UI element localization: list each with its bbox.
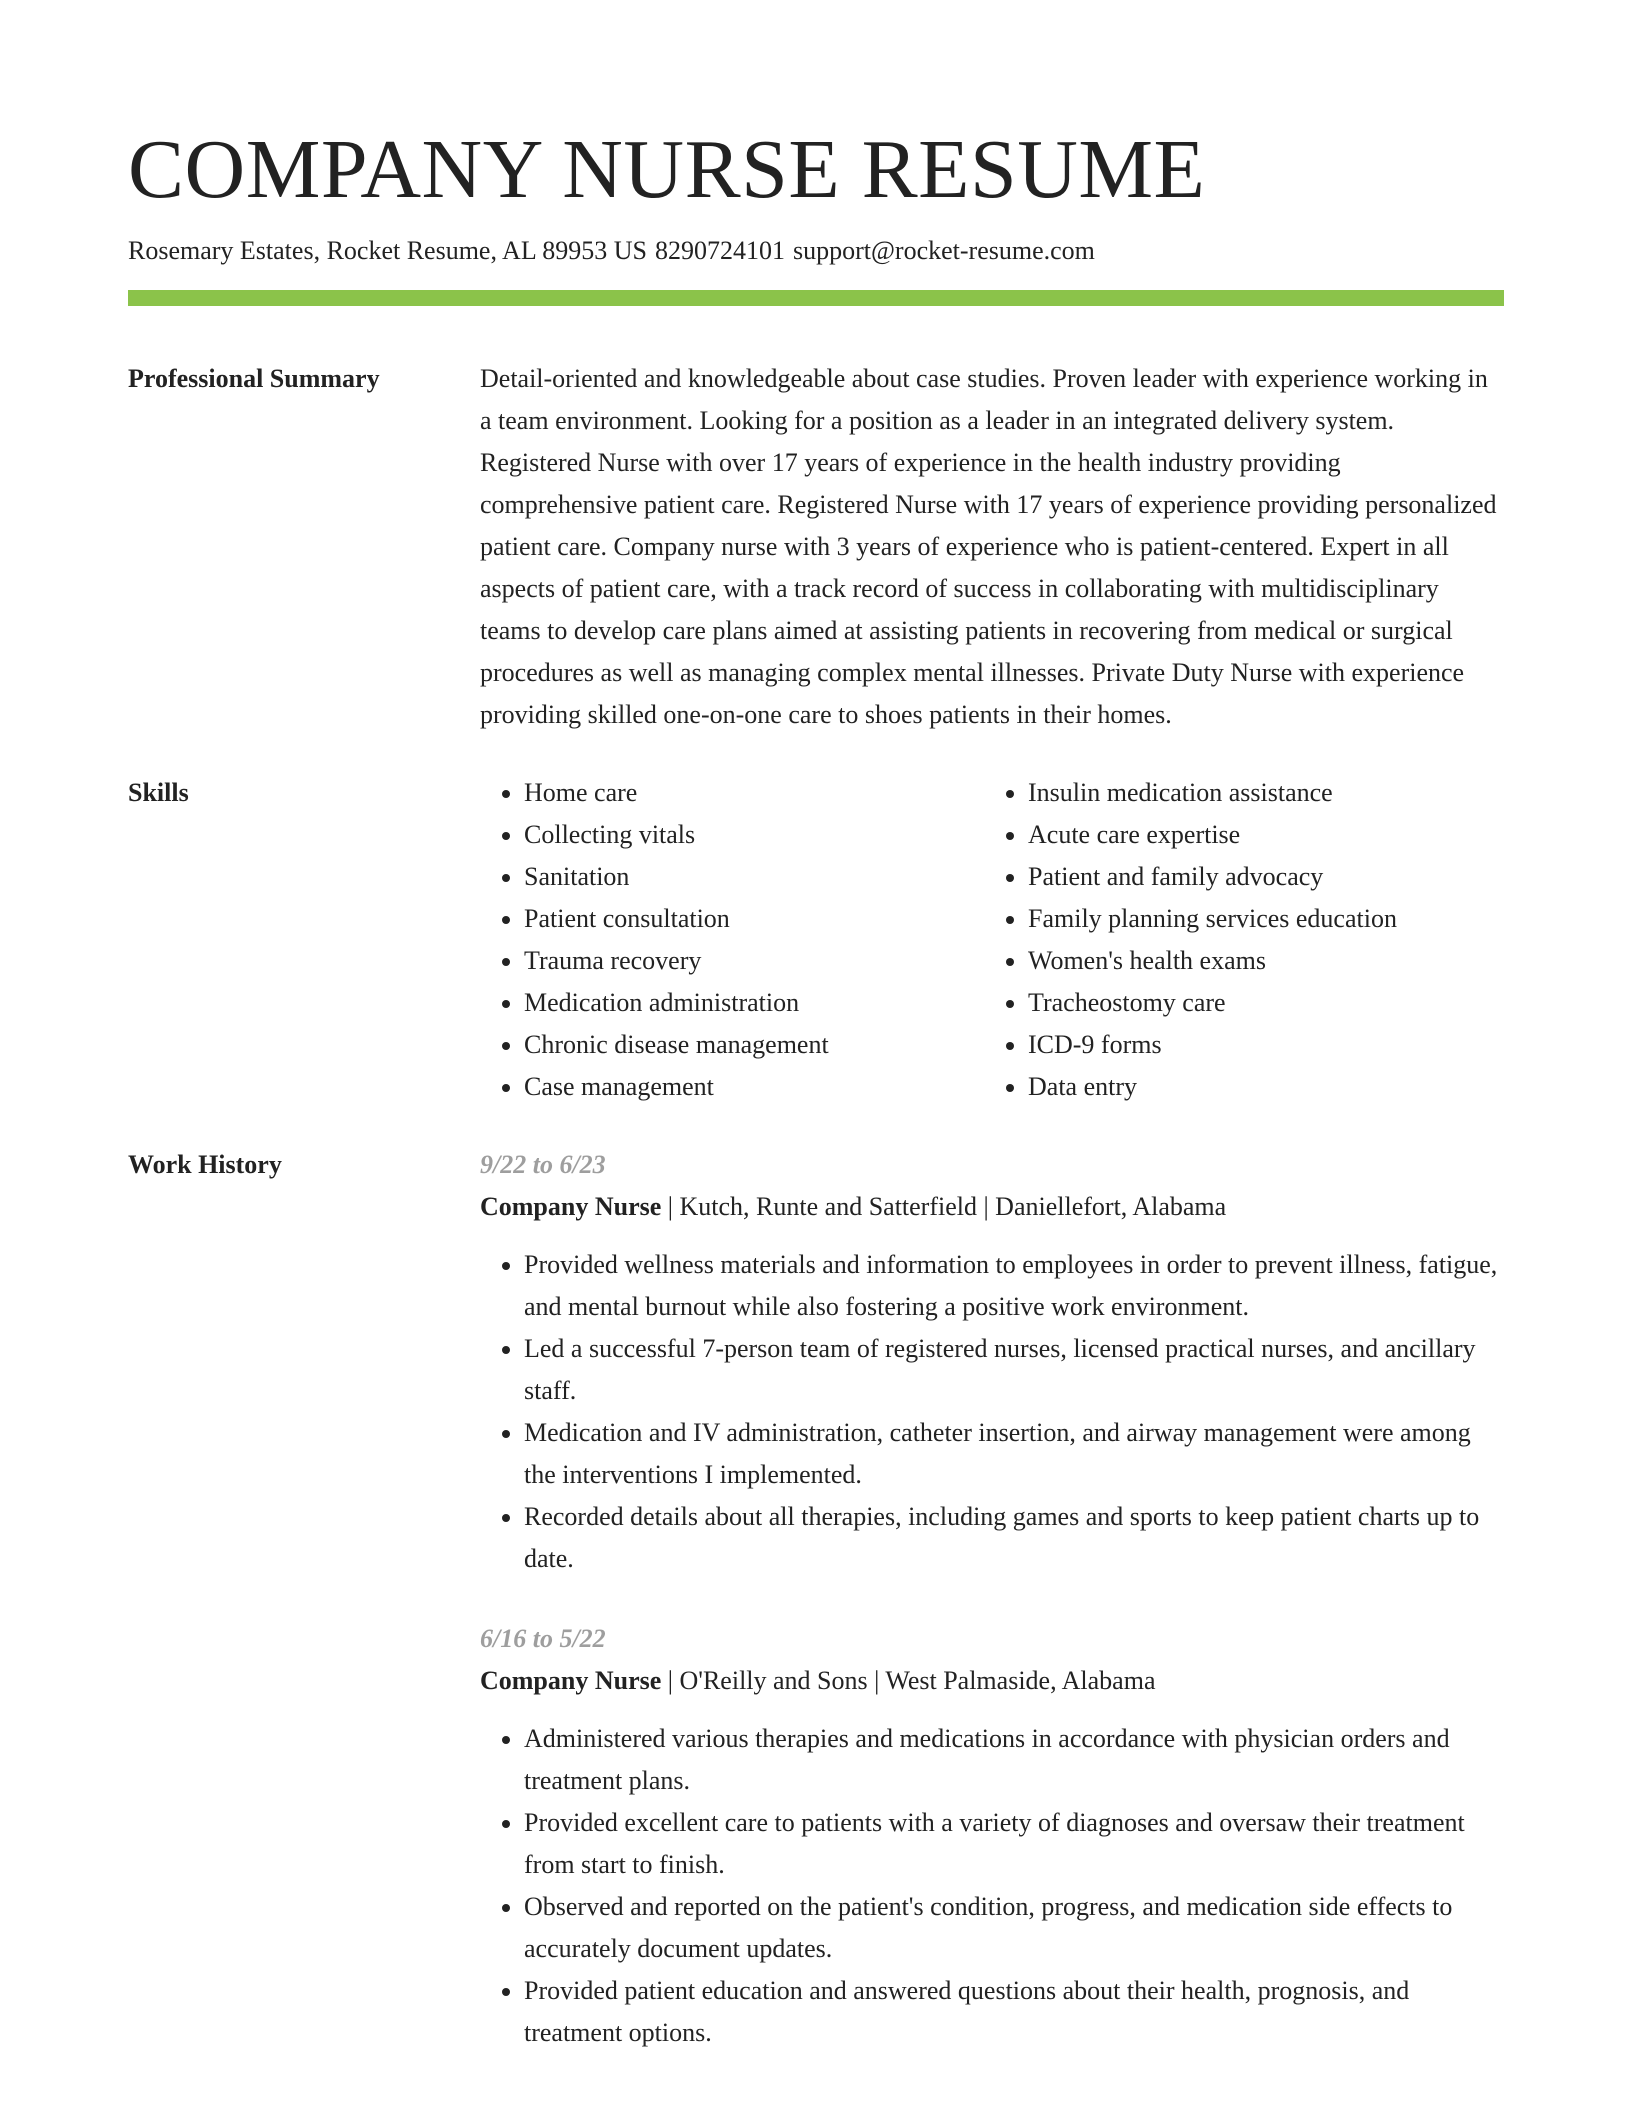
skills-section: [128, 772, 1504, 1108]
skill-item: • Insulin medication assistance: [1028, 772, 1488, 814]
job-employer-location: | Kutch, Runte and Satterfield | Daniellefort, Alabama: [661, 1192, 1227, 1221]
skill-item: • ICD-9 forms: [1028, 1024, 1488, 1066]
job-dates: 6/16 to 5/22: [480, 1624, 606, 1653]
job-bullet: • Administered various therapies and medications in accordance with physician orders and treatment plans.: [524, 1718, 1504, 1802]
summary-heading: Professional Summary: [128, 364, 380, 393]
job-title-line: [480, 1660, 1504, 1702]
skill-item: • Trauma recovery: [524, 940, 984, 982]
skill-item: • Sanitation: [524, 856, 984, 898]
summary-section: [128, 358, 1504, 736]
contact-email: support@rocket-resume.com: [792, 236, 1095, 265]
job-bullets: [480, 1718, 1504, 2054]
skill-item: • Patient consultation: [524, 898, 984, 940]
job-bullet: • Provided patient education and answered questions about their health, prognosis, and treatment options.: [524, 1970, 1504, 2054]
job-bullet: • Provided wellness materials and information to employees in order to prevent illness, fatigue, and mental burnout while also fostering a positive work environment.: [524, 1244, 1504, 1328]
job-bullets: [480, 1244, 1504, 1580]
job-bullet: • Provided excellent care to patients with a variety of diagnoses and oversaw their treatment from start to finish.: [524, 1802, 1504, 1886]
skill-item: • Acute care expertise: [1028, 814, 1488, 856]
job-employer-location: | O'Reilly and Sons | West Palmaside, Alabama: [661, 1666, 1156, 1695]
skill-item: • Patient and family advocacy: [1028, 856, 1488, 898]
skill-item: • Case management: [524, 1066, 984, 1108]
job-role: Company Nurse: [480, 1192, 662, 1221]
skill-item: • Chronic disease management: [524, 1024, 984, 1066]
job-bullet: • Observed and reported on the patient's condition, progress, and medication side effects to accurately document updates.: [524, 1886, 1504, 1970]
job-bullet: • Led a successful 7-person team of registered nurses, licensed practical nurses, and ancillary staff.: [524, 1328, 1504, 1412]
header-divider: [128, 290, 1504, 306]
job-title-line: [480, 1186, 1504, 1228]
job-role: Company Nurse: [480, 1666, 662, 1695]
skills-list-right: [984, 772, 1488, 1108]
summary-text: Detail-oriented and knowledgeable about case studies. Proven leader with experience working in a team environment. Looking for a position as a leader in an integrated delivery system. Registered Nurse with over 17 years of experience in the health industry providing comprehensive patient care. Registered Nurse with 17 years of experience providing personalized patient care. Company nurse with 3 years of experience who is patient-centered. Expert in all aspects of patient care, with a track record of success in collaborating with multidisciplinary teams to develop care plans aimed at assisting patients in recovering from medical or surgical procedures as well as managing complex mental illnesses. Private Duty Nurse with experience providing skilled one-on-one care to shoes patients in their homes.: [480, 364, 1497, 729]
job-bullet: • Recorded details about all therapies, including games and sports to keep patient charts up to date.: [524, 1496, 1504, 1580]
skills-list-left: [480, 772, 984, 1108]
skill-item: • Tracheostomy care: [1028, 982, 1488, 1024]
work-history-section: [128, 1144, 1504, 2092]
contact-line: [128, 234, 1504, 268]
contact-phone: 8290724101: [654, 236, 785, 265]
skill-item: • Medication administration: [524, 982, 984, 1024]
skill-item: • Data entry: [1028, 1066, 1488, 1108]
skill-item: • Family planning services education: [1028, 898, 1488, 940]
work-history-heading: Work History: [128, 1150, 282, 1179]
job-entry: [480, 1618, 1504, 2054]
job-bullet: • Medication and IV administration, catheter insertion, and airway management were among the interventions I implemented.: [524, 1412, 1504, 1496]
skill-item: • Collecting vitals: [524, 814, 984, 856]
skill-item: • Home care: [524, 772, 984, 814]
job-dates: 9/22 to 6/23: [480, 1150, 606, 1179]
resume-title: COMPANY NURSE RESUME: [128, 123, 1206, 216]
job-entry: [480, 1144, 1504, 1580]
contact-address: Rosemary Estates, Rocket Resume, AL 89953 US: [128, 236, 647, 265]
skills-heading: Skills: [128, 778, 189, 807]
skill-item: • Women's health exams: [1028, 940, 1488, 982]
